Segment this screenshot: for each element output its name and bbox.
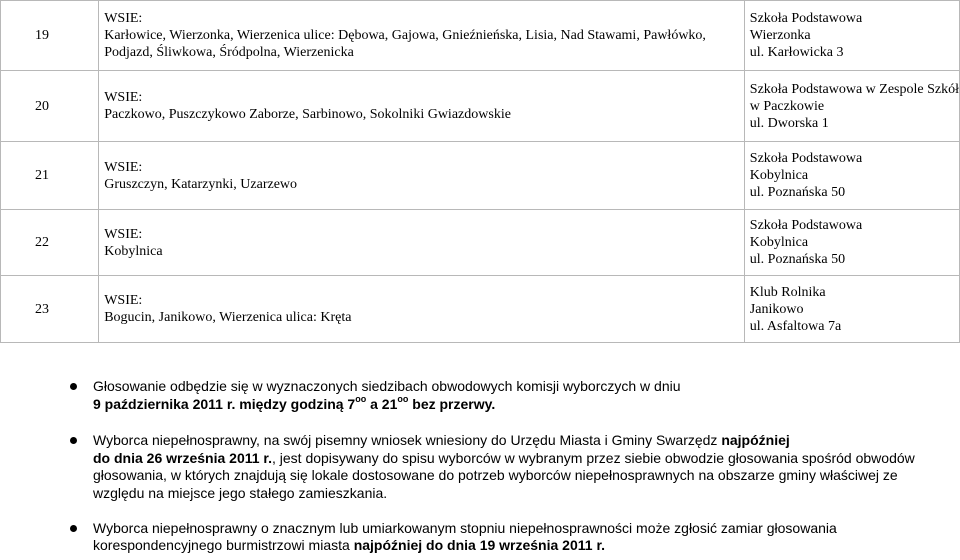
polling-place: [744, 142, 959, 210]
area-label: WSIE:: [104, 226, 143, 242]
table-row: [1, 210, 960, 276]
place-line: Szkoła Podstawowa: [749, 151, 863, 166]
table-row: [1, 142, 960, 210]
area-line: Karłowice, Wierzonka, Wierzenica ulice: Dębowa, Gajowa, Gnieźnieńska, Lisia, Nad Stawami, Pawłówko,: [104, 28, 706, 43]
place-line: Wierzonka: [749, 28, 811, 43]
district-area: [99, 1, 745, 71]
note-line: [93, 537, 960, 555]
district-number: 23: [1, 276, 99, 343]
note-bold: do dnia 26 września 2011 r.: [93, 449, 272, 466]
district-area: [99, 71, 745, 142]
district-number: 19: [1, 1, 99, 71]
note-line: względu na miejsce jego stałego zamieszkania.: [93, 484, 388, 501]
note-line: [93, 393, 960, 414]
place-line: ul. Dworska 1: [749, 115, 829, 131]
note-bold: najpóźniej: [721, 432, 790, 449]
place-line: ul. Poznańska 50: [749, 185, 846, 200]
place-line: Kobylnica: [749, 168, 809, 183]
polling-place: [744, 71, 959, 142]
note-text: Wyborca niepełnosprawny, na swój pisemny wniosek wniesiony do Urzędu Miasta i Gminy Swarzędz: [93, 432, 722, 449]
area-label: WSIE:: [104, 159, 143, 175]
bullet-icon: [70, 383, 77, 390]
district-number: 22: [1, 210, 99, 276]
area-line: Bogucin, Janikowo, Wierzenica ulica: Kręta: [104, 310, 352, 325]
place-line: Klub Rolnika: [749, 284, 826, 300]
district-area: [99, 276, 745, 343]
note-line: [93, 450, 960, 468]
place-line: w Paczkowie: [749, 98, 825, 114]
table-row: [1, 1, 960, 71]
area-label: WSIE:: [104, 293, 143, 308]
polling-place: [744, 276, 959, 343]
table-row: [1, 71, 960, 142]
note-bold: bez przerwy.: [408, 395, 496, 412]
place-line: Szkoła Podstawowa w Zespole Szkół: [749, 81, 959, 97]
place-line: Kobylnica: [749, 235, 809, 250]
place-line: Janikowo: [749, 301, 804, 317]
note-bold: a 21: [366, 395, 398, 412]
area-line: Gruszczyn, Katarzynki, Uzarzewo: [104, 176, 298, 192]
place-line: ul. Karłowicka 3: [749, 45, 844, 60]
note-text: , jest dopisywany do spisu wyborców w wybranym przez siebie obwodzie głosowania spośród obwodów: [271, 449, 915, 466]
polling-place: [744, 1, 959, 71]
note-text: korespondencyjnego burmistrzowi miasta: [93, 537, 354, 554]
place-line: Szkoła Podstawowa: [749, 11, 863, 26]
note-line: Wyborca niepełnosprawny o znacznym lub umiarkowanym stopniu niepełnosprawności może zgłosić zamiar głosowania: [93, 519, 837, 536]
note-postal-voting: [0, 520, 960, 555]
note-line: Głosowanie odbędzie się w wyznaczonych siedzibach obwodowych komisji wyborczych w dniu: [93, 378, 681, 394]
note-line: głosowania, w których znajdują się lokale dostosowane do potrzeb wyborców niepełnosprawnych na obszarze gminy właściwej ze: [93, 467, 898, 484]
note-voting-time: [0, 378, 960, 413]
area-line: Kobylnica: [104, 243, 163, 259]
area-line: Podjazd, Śliwkowa, Śródpolna, Wierzenicka: [104, 45, 354, 60]
place-line: ul. Poznańska 50: [749, 252, 846, 267]
district-number: 21: [1, 142, 99, 210]
district-number: 20: [1, 71, 99, 142]
place-line: Szkoła Podstawowa: [749, 218, 863, 233]
note-line: [93, 432, 960, 450]
note-bold: 9 października 2011 r. między godziną 7: [93, 395, 356, 412]
time-superscript: oo: [355, 393, 367, 404]
polling-place: [744, 210, 959, 276]
district-area: [99, 142, 745, 210]
district-area: [99, 210, 745, 276]
place-line: ul. Asfaltowa 7a: [749, 318, 842, 334]
voting-notes: [0, 366, 960, 555]
table-row: [1, 276, 960, 343]
area-label: WSIE:: [104, 90, 143, 105]
time-superscript: oo: [397, 393, 409, 404]
area-line: Paczkowo, Puszczykowo Zaborze, Sarbinowo, Sokolniki Gwiazdowskie: [104, 107, 511, 122]
note-disabled-voter-registration: [0, 432, 960, 502]
area-label: WSIE:: [104, 11, 143, 26]
note-bold: najpóźniej do dnia 19 września 2011 r.: [353, 537, 606, 554]
bullet-icon: [70, 525, 77, 532]
bullet-icon: [70, 437, 77, 444]
